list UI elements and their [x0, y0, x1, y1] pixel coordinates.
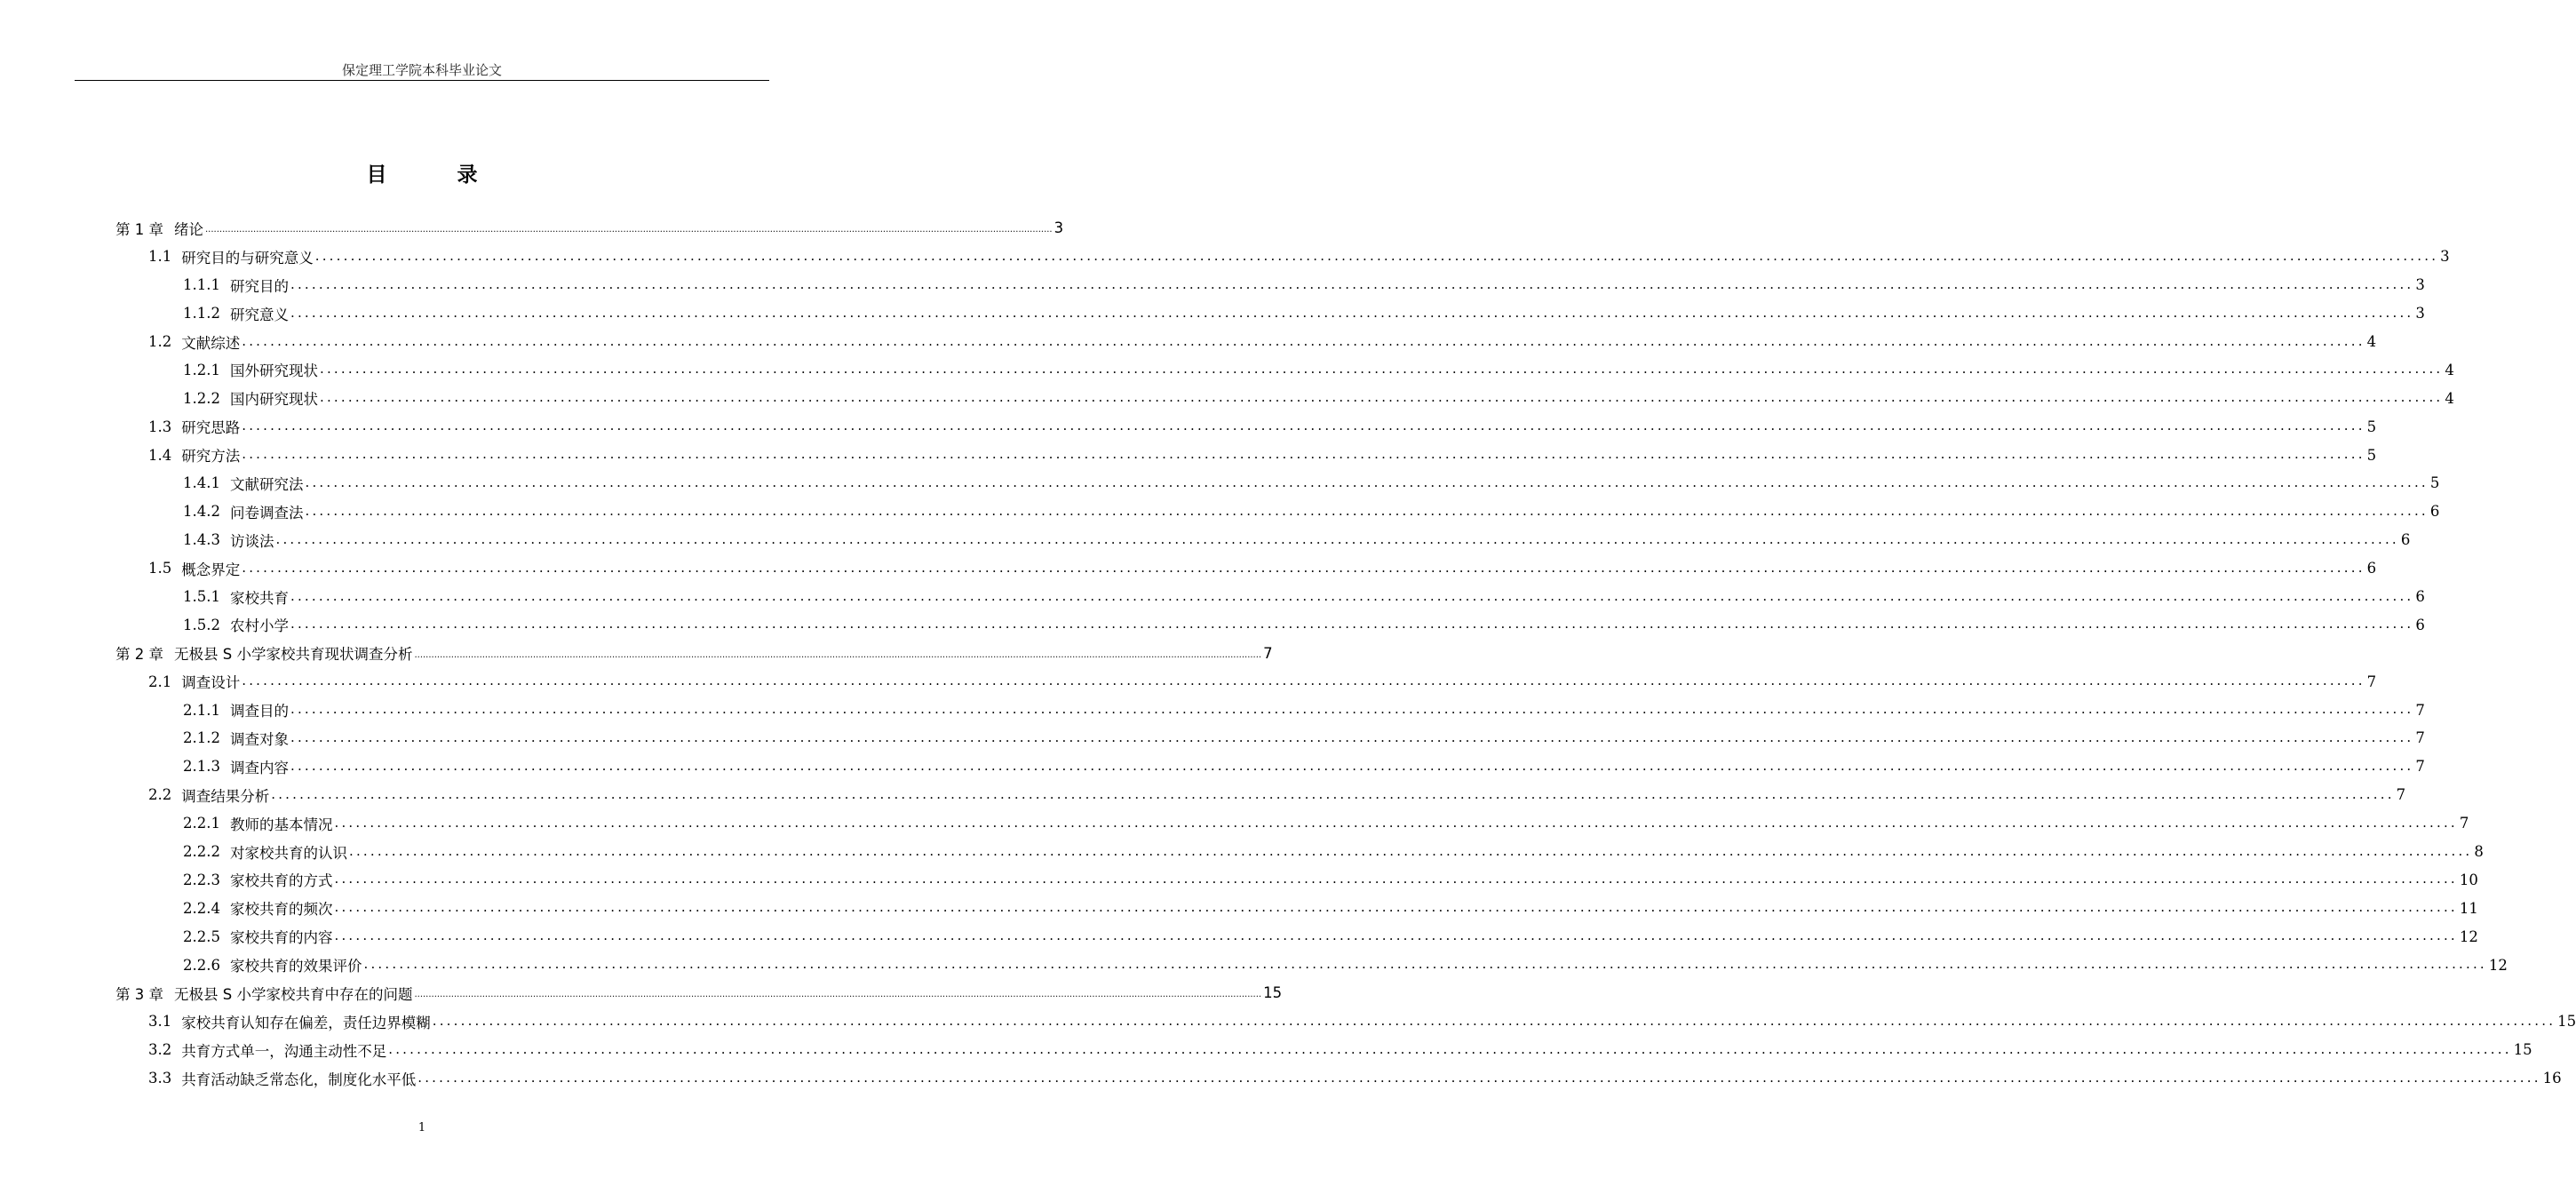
toc-entry-page: 3 [2415, 305, 2425, 322]
toc-entry-page: 12 [2488, 956, 2508, 974]
dot-leader: ............................................................................................................................................................................................................................................................................................................ [305, 502, 2429, 519]
toc-entry-label: 调查结果分析 [181, 787, 270, 805]
dot-leader: ............................................................................................................................................................................................................................................................................................................ [319, 389, 2444, 406]
toc-entry[interactable] [0, 1036, 2532, 1064]
toc-entry-label: 概念界定 [181, 561, 241, 578]
toc-entry-page: 16 [2542, 1070, 2562, 1087]
dot-leader: ............................................................................................................................................................................................................................................................................................................ [290, 728, 2414, 745]
toc-entry-page: 3 [1053, 219, 1064, 237]
toc-entry[interactable] [0, 583, 2425, 611]
toc-entry-number: 2.1.1 [183, 701, 220, 719]
toc-entry-number: 3.1 [148, 1013, 172, 1031]
toc-entry[interactable] [0, 271, 2425, 299]
toc-entry[interactable] [0, 299, 2425, 328]
toc-entry[interactable] [0, 328, 2377, 356]
toc-entry-label: 调查对象 [229, 730, 289, 748]
toc-entry-number: 第 2 章 [115, 646, 163, 664]
toc-entry[interactable] [0, 979, 1283, 1007]
toc-entry-page: 11 [2459, 899, 2478, 917]
toc-entry-page: 15 [2557, 1013, 2576, 1031]
toc-entry-page: 7 [2415, 758, 2425, 776]
toc-entry-page: 7 [2415, 701, 2425, 719]
dot-leader: ............................................................................................................................................................................................................................................................................................................ [242, 418, 2365, 434]
toc-entry-page: 15 [1263, 984, 1283, 1002]
dot-leader: ............................................................................................................................................................................................................................................................................................................ [314, 247, 2439, 264]
toc-entry-page: 15 [2513, 1041, 2532, 1059]
toc-entry-label: 文献综述 [181, 334, 241, 352]
toc-entry-page: 6 [2415, 588, 2425, 606]
dot-leader: ............................................................................................................................................................................................................................................................................................................ [334, 871, 2458, 888]
toc-entry[interactable] [0, 355, 2454, 384]
dot-leader: ............................................................................................................................................................................................................................................................................................................ [290, 275, 2414, 292]
toc-entry-number: 1.2.2 [183, 389, 220, 407]
toc-entry-number: 1.1.1 [183, 276, 220, 294]
dot-leader: ............................................................................................................................................................................................................................................................................................................ [275, 530, 2399, 547]
toc-entry-label: 对家校共育的认识 [229, 844, 347, 862]
toc-entry[interactable] [0, 809, 2469, 838]
dot-leader: ............................................................................................................................................................................................................................................................................................................ [242, 673, 2365, 689]
toc-entry-number: 1.3 [148, 418, 172, 435]
toc-entry-number: 2.1.2 [183, 729, 220, 747]
toc-entry-label: 家校共育 [229, 589, 289, 607]
toc-entry-number: 1.4.1 [183, 474, 220, 492]
toc-entry-page: 10 [2459, 871, 2478, 888]
dot-leader: ............................................................................................................................................................................................................................................................................................................ [334, 814, 2458, 831]
toc-entry[interactable] [0, 243, 2450, 271]
toc-entry-number: 2.2.5 [183, 927, 220, 945]
toc-entry-number: 1.5 [148, 560, 172, 577]
toc-entry-number: 1.4 [148, 446, 172, 464]
toc-entry-label: 研究方法 [181, 448, 241, 466]
toc-entry-page: 4 [2366, 333, 2377, 350]
toc-entry-label: 研究目的与研究意义 [181, 249, 314, 267]
toc-entry[interactable] [0, 1064, 2562, 1093]
toc-entry-number: 1.1 [148, 248, 172, 266]
toc-entry-number: 3.2 [148, 1041, 172, 1059]
toc-entry[interactable] [0, 894, 2478, 922]
toc-entry-label: 研究意义 [229, 306, 289, 323]
toc-entry[interactable] [0, 667, 2377, 696]
dot-leader: ............................................................................................................................................................................................................................................................................................................ [305, 474, 2429, 490]
toc-entry[interactable] [0, 554, 2377, 583]
toc-entry-number: 1.2.1 [183, 361, 220, 378]
page-header: 保定理工学院本科毕业论文 [341, 62, 502, 78]
toc-entry-label: 无极县 S 小学家校共育现状调查分析 [174, 646, 413, 664]
toc-entry-number: 第 3 章 [115, 985, 163, 1003]
dot-leader: ............................................................................................................................................................................................................................................................................................................ [290, 616, 2414, 633]
toc-entry-label: 家校共育认知存在偏差，责任边界模糊 [181, 1014, 431, 1031]
toc-entry-number: 1.2 [148, 333, 172, 350]
toc-entry[interactable] [0, 865, 2478, 894]
dot-leader: ............................................................................................................................................................................................................................................................................................................ [334, 899, 2458, 916]
toc-entry-label: 农村小学 [229, 617, 289, 635]
toc-entry[interactable] [0, 951, 2508, 979]
toc-entry[interactable] [0, 441, 2377, 469]
dot-leader: ............................................................................................................................................................................................................................................................................................................ [290, 701, 2414, 718]
toc-entry-label: 访谈法 [229, 532, 274, 550]
toc-entry-page: 7 [2366, 673, 2377, 690]
toc-entry-page: 7 [2459, 815, 2469, 832]
toc-entry-page: 6 [2400, 531, 2411, 549]
toc-entry-label: 研究目的 [229, 277, 289, 295]
toc-entry[interactable] [0, 610, 2425, 639]
toc-entry-number: 2.2 [148, 786, 172, 804]
dot-leader: ............................................................................................................................................................................................................................................................................................................ [290, 757, 2414, 774]
toc-entry-page: 7 [2415, 729, 2425, 747]
toc-entry-label: 国内研究现状 [229, 391, 318, 409]
dot-leader: ............................................................................................................................................................................................................................................................................................................ [205, 225, 1053, 235]
toc-entry-number: 1.5.1 [183, 588, 220, 606]
dot-leader: ............................................................................................................................................................................................................................................................................................................ [290, 304, 2414, 321]
toc-entry-label: 共育活动缺乏常态化，制度化水平低 [181, 1071, 417, 1088]
toc-entry-page: 8 [2474, 843, 2484, 861]
toc-entry-page: 3 [2440, 248, 2450, 266]
toc-entry-page: 4 [2445, 389, 2454, 407]
toc-entry-page: 5 [2429, 474, 2440, 492]
dot-leader: ............................................................................................................................................................................................................................................................................................................ [290, 587, 2414, 604]
dot-leader: ............................................................................................................................................................................................................................................................................................................ [417, 1069, 2541, 1086]
dot-leader: ............................................................................................................................................................................................................................................................................................................ [363, 956, 2487, 973]
toc-entry-label: 国外研究现状 [229, 362, 318, 380]
toc-entry-number: 2.1.3 [183, 758, 220, 776]
toc-entry-page: 3 [2415, 276, 2425, 294]
toc-entry[interactable] [0, 214, 1064, 243]
dot-leader: ............................................................................................................................................................................................................................................................................................................ [271, 785, 2395, 802]
toc-entry-number: 1.4.3 [183, 531, 220, 549]
toc-entry-page: 5 [2366, 418, 2377, 435]
toc-entry[interactable] [0, 838, 2484, 866]
table-of-contents [0, 214, 2576, 1093]
toc-entry-label: 问卷调查法 [229, 504, 304, 521]
toc-entry-page: 7 [1263, 644, 1273, 662]
dot-leader: ............................................................................................................................................................................................................................................................................................................ [242, 559, 2365, 576]
toc-entry[interactable] [0, 696, 2425, 724]
toc-entry[interactable] [0, 724, 2425, 752]
toc-entry[interactable] [0, 412, 2377, 441]
toc-entry[interactable] [0, 384, 2454, 412]
dot-leader: ............................................................................................................................................................................................................................................................................................................ [388, 1040, 2512, 1057]
toc-entry-number: 2.1 [148, 673, 172, 690]
dot-leader: ............................................................................................................................................................................................................................................................................................................ [242, 332, 2365, 349]
toc-entry-page: 5 [2366, 446, 2377, 464]
toc-entry[interactable] [0, 469, 2440, 498]
toc-entry-label: 家校共育的方式 [229, 872, 333, 890]
toc-entry-number: 2.2.1 [183, 815, 220, 832]
toc-entry-number: 1.1.2 [183, 305, 220, 322]
toc-entry-number: 1.5.2 [183, 616, 220, 633]
toc-entry[interactable] [0, 1007, 2576, 1036]
dot-leader: ............................................................................................................................................................................................................................................................................................................ [432, 1012, 2556, 1029]
dot-leader: ............................................................................................................................................................................................................................................................................................................ [334, 927, 2458, 944]
toc-entry-page: 4 [2445, 361, 2454, 378]
toc-entry-number: 2.2.6 [183, 956, 220, 974]
toc-entry-label: 共育方式单一，沟通主动性不足 [181, 1042, 387, 1060]
toc-entry-number: 3.3 [148, 1070, 172, 1087]
toc-entry-page: 6 [2415, 616, 2425, 633]
toc-entry-page: 7 [2396, 786, 2406, 804]
toc-entry-label: 无极县 S 小学家校共育中存在的问题 [174, 985, 413, 1003]
dot-leader: ............................................................................................................................................................................................................................................................................................................ [348, 842, 2473, 859]
toc-entry-label: 调查内容 [229, 759, 289, 776]
toc-entry-number: 2.2.3 [183, 871, 220, 888]
toc-title: 目 录 [366, 163, 503, 187]
toc-entry-label: 调查目的 [229, 703, 289, 720]
dot-leader: ............................................................................................................................................................................................................................................................................................................ [319, 361, 2444, 378]
page-number: 1 [417, 1121, 426, 1134]
toc-entry[interactable] [0, 781, 2406, 809]
dot-leader: ............................................................................................................................................................................................................................................................................................................ [414, 990, 1262, 1000]
toc-entry[interactable] [0, 922, 2478, 951]
toc-entry-number: 第 1 章 [115, 220, 163, 238]
toc-entry-label: 调查设计 [181, 674, 241, 692]
toc-entry[interactable] [0, 498, 2440, 526]
toc-entry-number: 1.4.2 [183, 503, 220, 521]
toc-entry-label: 家校共育的内容 [229, 929, 333, 947]
dot-leader: ............................................................................................................................................................................................................................................................................................................ [242, 446, 2365, 463]
toc-entry[interactable] [0, 639, 1273, 667]
toc-entry-number: 2.2.4 [183, 899, 220, 917]
toc-entry-page: 6 [2429, 503, 2440, 521]
toc-entry-label: 绪论 [174, 220, 203, 238]
toc-entry[interactable] [0, 752, 2425, 781]
toc-entry-page: 6 [2366, 560, 2377, 577]
toc-entry-label: 文献研究法 [229, 475, 304, 493]
dot-leader: ............................................................................................................................................................................................................................................................................................................ [414, 649, 1262, 660]
toc-entry-label: 家校共育的频次 [229, 901, 333, 919]
header-divider [75, 80, 769, 81]
toc-entry-label: 家校共育的效果评价 [229, 958, 362, 975]
toc-entry-label: 研究思路 [181, 419, 241, 437]
toc-entry[interactable] [0, 526, 2411, 554]
toc-entry-page: 12 [2459, 927, 2478, 945]
toc-entry-number: 2.2.2 [183, 843, 220, 861]
toc-entry-label: 教师的基本情况 [229, 816, 333, 833]
